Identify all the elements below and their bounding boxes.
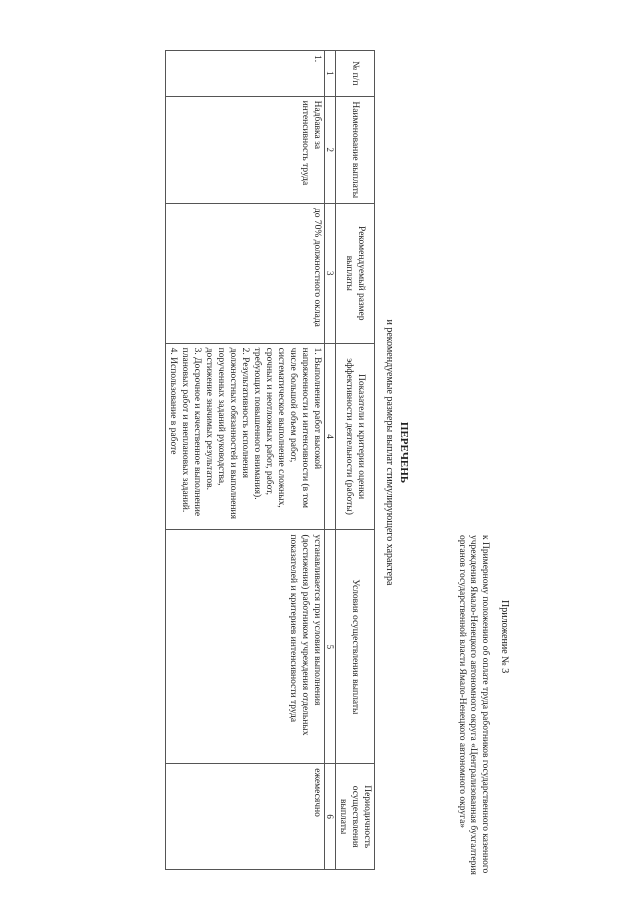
appendix-title: Приложение № 3 xyxy=(499,600,510,674)
appendix-text: к Примерному положению об оплате труда работников государственного казенного учреждения Ямало-Ненецкого автономного округа «Централизованная бухгалтерия органов государственной власти Ямало-Ненецкого автономного округа» xyxy=(457,535,490,875)
header-conditions: Условия осуществления выплаты xyxy=(336,530,375,764)
column-number: 3 xyxy=(325,203,336,343)
document-subtitle: и рекомендуемые размеры выплат стимулирующего характера xyxy=(384,319,395,586)
table-row xyxy=(166,51,325,870)
payment-period: ежемесячно xyxy=(166,764,325,870)
column-number: 1 xyxy=(325,51,336,97)
header-number: № п/п xyxy=(336,51,375,97)
header-period: Периодичность осуществления выплаты xyxy=(336,764,375,870)
document-title: ПЕРЕЧЕНЬ xyxy=(398,421,410,484)
column-number: 5 xyxy=(325,530,336,764)
column-number: 4 xyxy=(325,343,336,530)
payments-table xyxy=(165,50,375,870)
header-name: Наименование выплаты xyxy=(336,96,375,203)
header-criteria: Показатели и критерии оценки эффективности деятельности (работы) xyxy=(336,343,375,530)
row-number: 1. xyxy=(166,51,325,97)
payment-criteria: 1. Выполнение работ высокой напряженности и интенсивности (в том числе большой объем работ, систематическое выполнение сложных, срочных и неотложных работ, работ, требующих повышенного внимания). 2. Результативность исполнения должностных обязанностей и выполнения порученных заданий руководства, достижение значимых результатов. 3. Досрочное и качественное выполнение плановых работ и внеплановых заданий. 4. Использование в работе xyxy=(166,343,325,530)
column-number-row xyxy=(325,51,336,870)
column-number: 2 xyxy=(325,96,336,203)
payment-conditions: устанавливается при условии выполнения (достижения) работником учреждения отдельных показателей и критериев интенсивности труда xyxy=(166,530,325,764)
header-size: Рекомендуемый размер выплаты xyxy=(336,203,375,343)
payment-name: Надбавка за интенсивность труда xyxy=(166,96,325,203)
column-number: 6 xyxy=(325,764,336,870)
table-header-row xyxy=(336,51,375,870)
payment-size: до 70% должностного оклада xyxy=(166,203,325,343)
